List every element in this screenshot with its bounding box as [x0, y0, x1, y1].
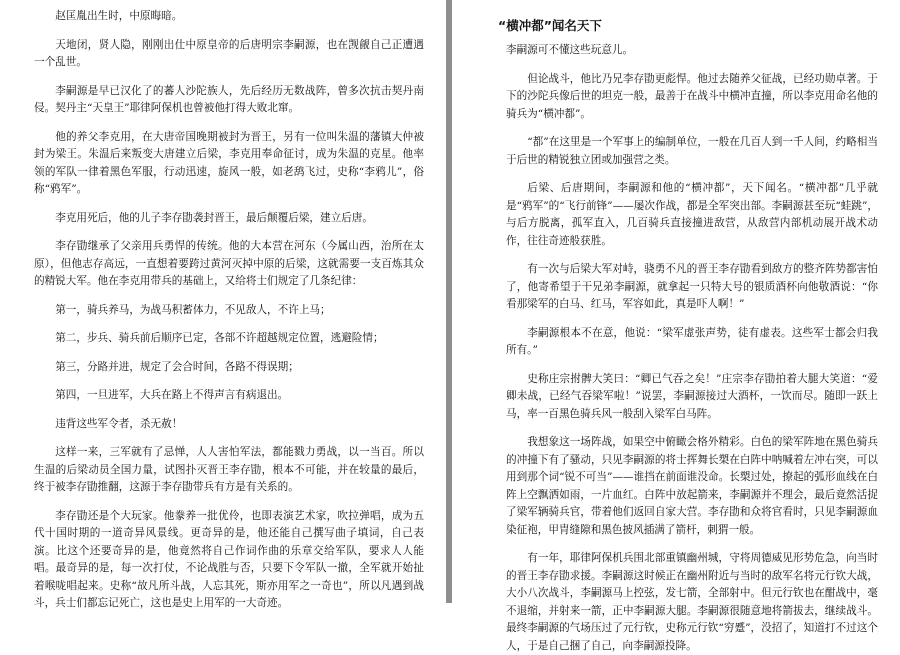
paragraph: 第二，步兵、骑兵前后顺序已定，各部不许超越规定位置，逃避险情； — [55, 332, 384, 344]
paragraph: 李嗣源根本不在意，他说：“梁军虚张声势，徒有虚表。这些军士都会归我所有。” — [506, 326, 878, 356]
paragraph: 李存勖还是个大玩家。他豢养一批优伶，也即表演艺术家，吹拉弹唱，成为五代十国时期的一道奇异风景线。更奇异的是，他还能自己撰写曲子填词，自己表演。比这个还要奇异的是，他竟然将自己作词作曲的乐章交给军队，要求人人能唱。最奇异的是，每一次打仗，不论战胜与否，只要下令军队一撤，全军就开始扯着喉咙唱起来。史称“故凡所斗战，人忘其死，斯亦用军之一奇也”，所以凡遇到战斗，兵士们都忘记死亡，这也是史上用军的一大奇迹。 — [34, 509, 424, 609]
paragraph: 他的养父李克用，在大唐帝国晚期被封为晋王，另有一位叫朱温的藩镇大仲被封为梁王。朱温后来叛变大唐建立后梁，李克用奉命征讨，成为朱温的克星。他率领的军队一律着黑色军服，行动迅速，旋风一般，如老鸹飞过，史称“李鸦儿”，俗称“鸦军”。 — [34, 130, 424, 195]
paragraph: 后梁、后唐期间，李嗣源和他的“横冲都”，天下闻名。“横冲都”几乎就是“鸦军”的“飞行前锋”——屡次作战，都是全军突出部。李嗣源甚至玩“蛙跳”，与后方脱离，孤军直入，几百骑兵直接撞进敌营，从敌营内部机动展开战术动作，往往奇迹般获胜。 — [506, 182, 878, 247]
paragraph: 这样一来，三军就有了忌惮，人人害怕军法，都能戮力勇战，以一当百。所以生温的后梁动员全国力量，试图扑灭晋王李存勖，根本不可能，并在较量的最后，终于被李存勖推翻，这源于李存勖带兵有方是有关系的。 — [34, 446, 424, 493]
paragraph: 我想象这一场阵战，如果空中俯瞰会格外精彩。白色的梁军阵地在黑色骑兵的冲撞下有了骚动，只见李嗣源的将士挥舞长槊在白阵中呐喊着左冲右突，可以用到那个词“锐不可当”——谁挡在前面谁没命。长槊过处，撩起的弧形血线在白阵上空飘洒如雨，一片血红。白阵中放起箭来，李嗣源并不理会，最后竟然活捉了梁军辆骑兵官，带着他们返回自家大营。李存勖和众将官看时，只见李嗣源血染征袍，甲胄缝隙和黑色披风插满了箭杆，刺猬一般。 — [506, 436, 878, 536]
paragraph: “都”在这里是一个军事上的编制单位，一般在几百人到一千人间，约略相当于后世的精锐独立团或加强营之类。 — [506, 136, 878, 166]
intro-paragraph: 李嗣源可不懂这些玩意儿。 — [506, 44, 634, 56]
paragraph: 但论战斗，他比乃兄李存勖更彪悍。他过去随养父征战，已经功勋卓著。于下的沙陀兵像后世的坦克一般，最善于在战斗中横冲直撞，所以李克用命名他的骑兵为“横冲都”。 — [506, 72, 878, 120]
paragraph: 李克用死后，他的儿子李存勖袭封晋王，最后颠覆后梁，建立后唐。 — [55, 211, 373, 224]
paragraph: 违背这些军令者，杀无赦！ — [55, 417, 183, 430]
left-page — [0, 0, 446, 609]
paragraph: 有一年，耶律阿保机兵围北部重镇幽州城，守将周德威见形势危急，向当时的晋王李存勖求援。李嗣源这时候正在幽州附近与当时的敌军名将元行钦大战，大小八次战斗，李嗣源马上控弦，发七箭，全部射中。但元行钦也在酣战中，毫不退缩，并射来一箭，正中李嗣源大腿。李嗣源很随意地将箭拔去，继续战斗。最终李嗣源的气场压过了元行钦，史称元行钦“穷蹙”，没招了，知道打不过这个人，于是自己捆了自己，向李嗣源投降。 — [506, 552, 878, 652]
paragraph: 天地闭，贤人隐，刚刚出仕中原皇帝的后唐明宗李嗣源，也在觊觎自己正遭遇一个乱世。 — [34, 38, 424, 68]
section-heading: “横冲都”闻名天下 — [498, 18, 602, 33]
right-page — [452, 0, 900, 652]
paragraph: 赵匡胤出生时，中原晦暗。 — [55, 10, 183, 22]
paragraph: 第四，一旦进军，大兵在路上不得声言有病退出。 — [55, 389, 289, 401]
paragraph: 李嗣源是早已汉化了的蕃人沙陀族人，先后经历无数战阵，曾多次抗击契丹南侵。契丹主“天皇王”耶律阿保机也曾被他打得大败北窜。 — [34, 84, 424, 114]
paragraph: 史称庄宗拊髀大笑曰：“卿已气吞之矣！”庄宗李存勖拍着大腿大笑道：“爱卿未战，已经气吞梁军啦！”说罢，李嗣源接过大酒杯，一饮而尽。随即一跃上马，率一百黑色骑兵风一般刮入梁军白马阵。 — [506, 372, 878, 420]
paragraph: 李存勖继承了父亲用兵勇悍的传统。他的大本营在河东（今属山西，治所在太原），但他志存高远，一直想着要跨过黄河灭掉中原的后梁，这就需要一支百炼其众的精锐大军。他在李克用带兵的基础上，又给将士们规定了几条纪律： — [34, 240, 424, 287]
paragraph: 第一，骑兵养马，为战马积蓄体力，不见敌人，不许上马； — [55, 303, 331, 316]
paragraph: 第三，分路并进，规定了会合时间，各路不得误期； — [55, 360, 299, 373]
paragraph: 有一次与后梁大军对峙，骁勇不凡的晋王李存勖看到敌方的整齐阵势都害怕了，他寄希望于干兄弟李嗣源，就拿起一只特大号的银质酒杯向他敬酒说：“你看那梁军的白马、红马，军容如此，真是吓人啊！” — [506, 263, 878, 310]
